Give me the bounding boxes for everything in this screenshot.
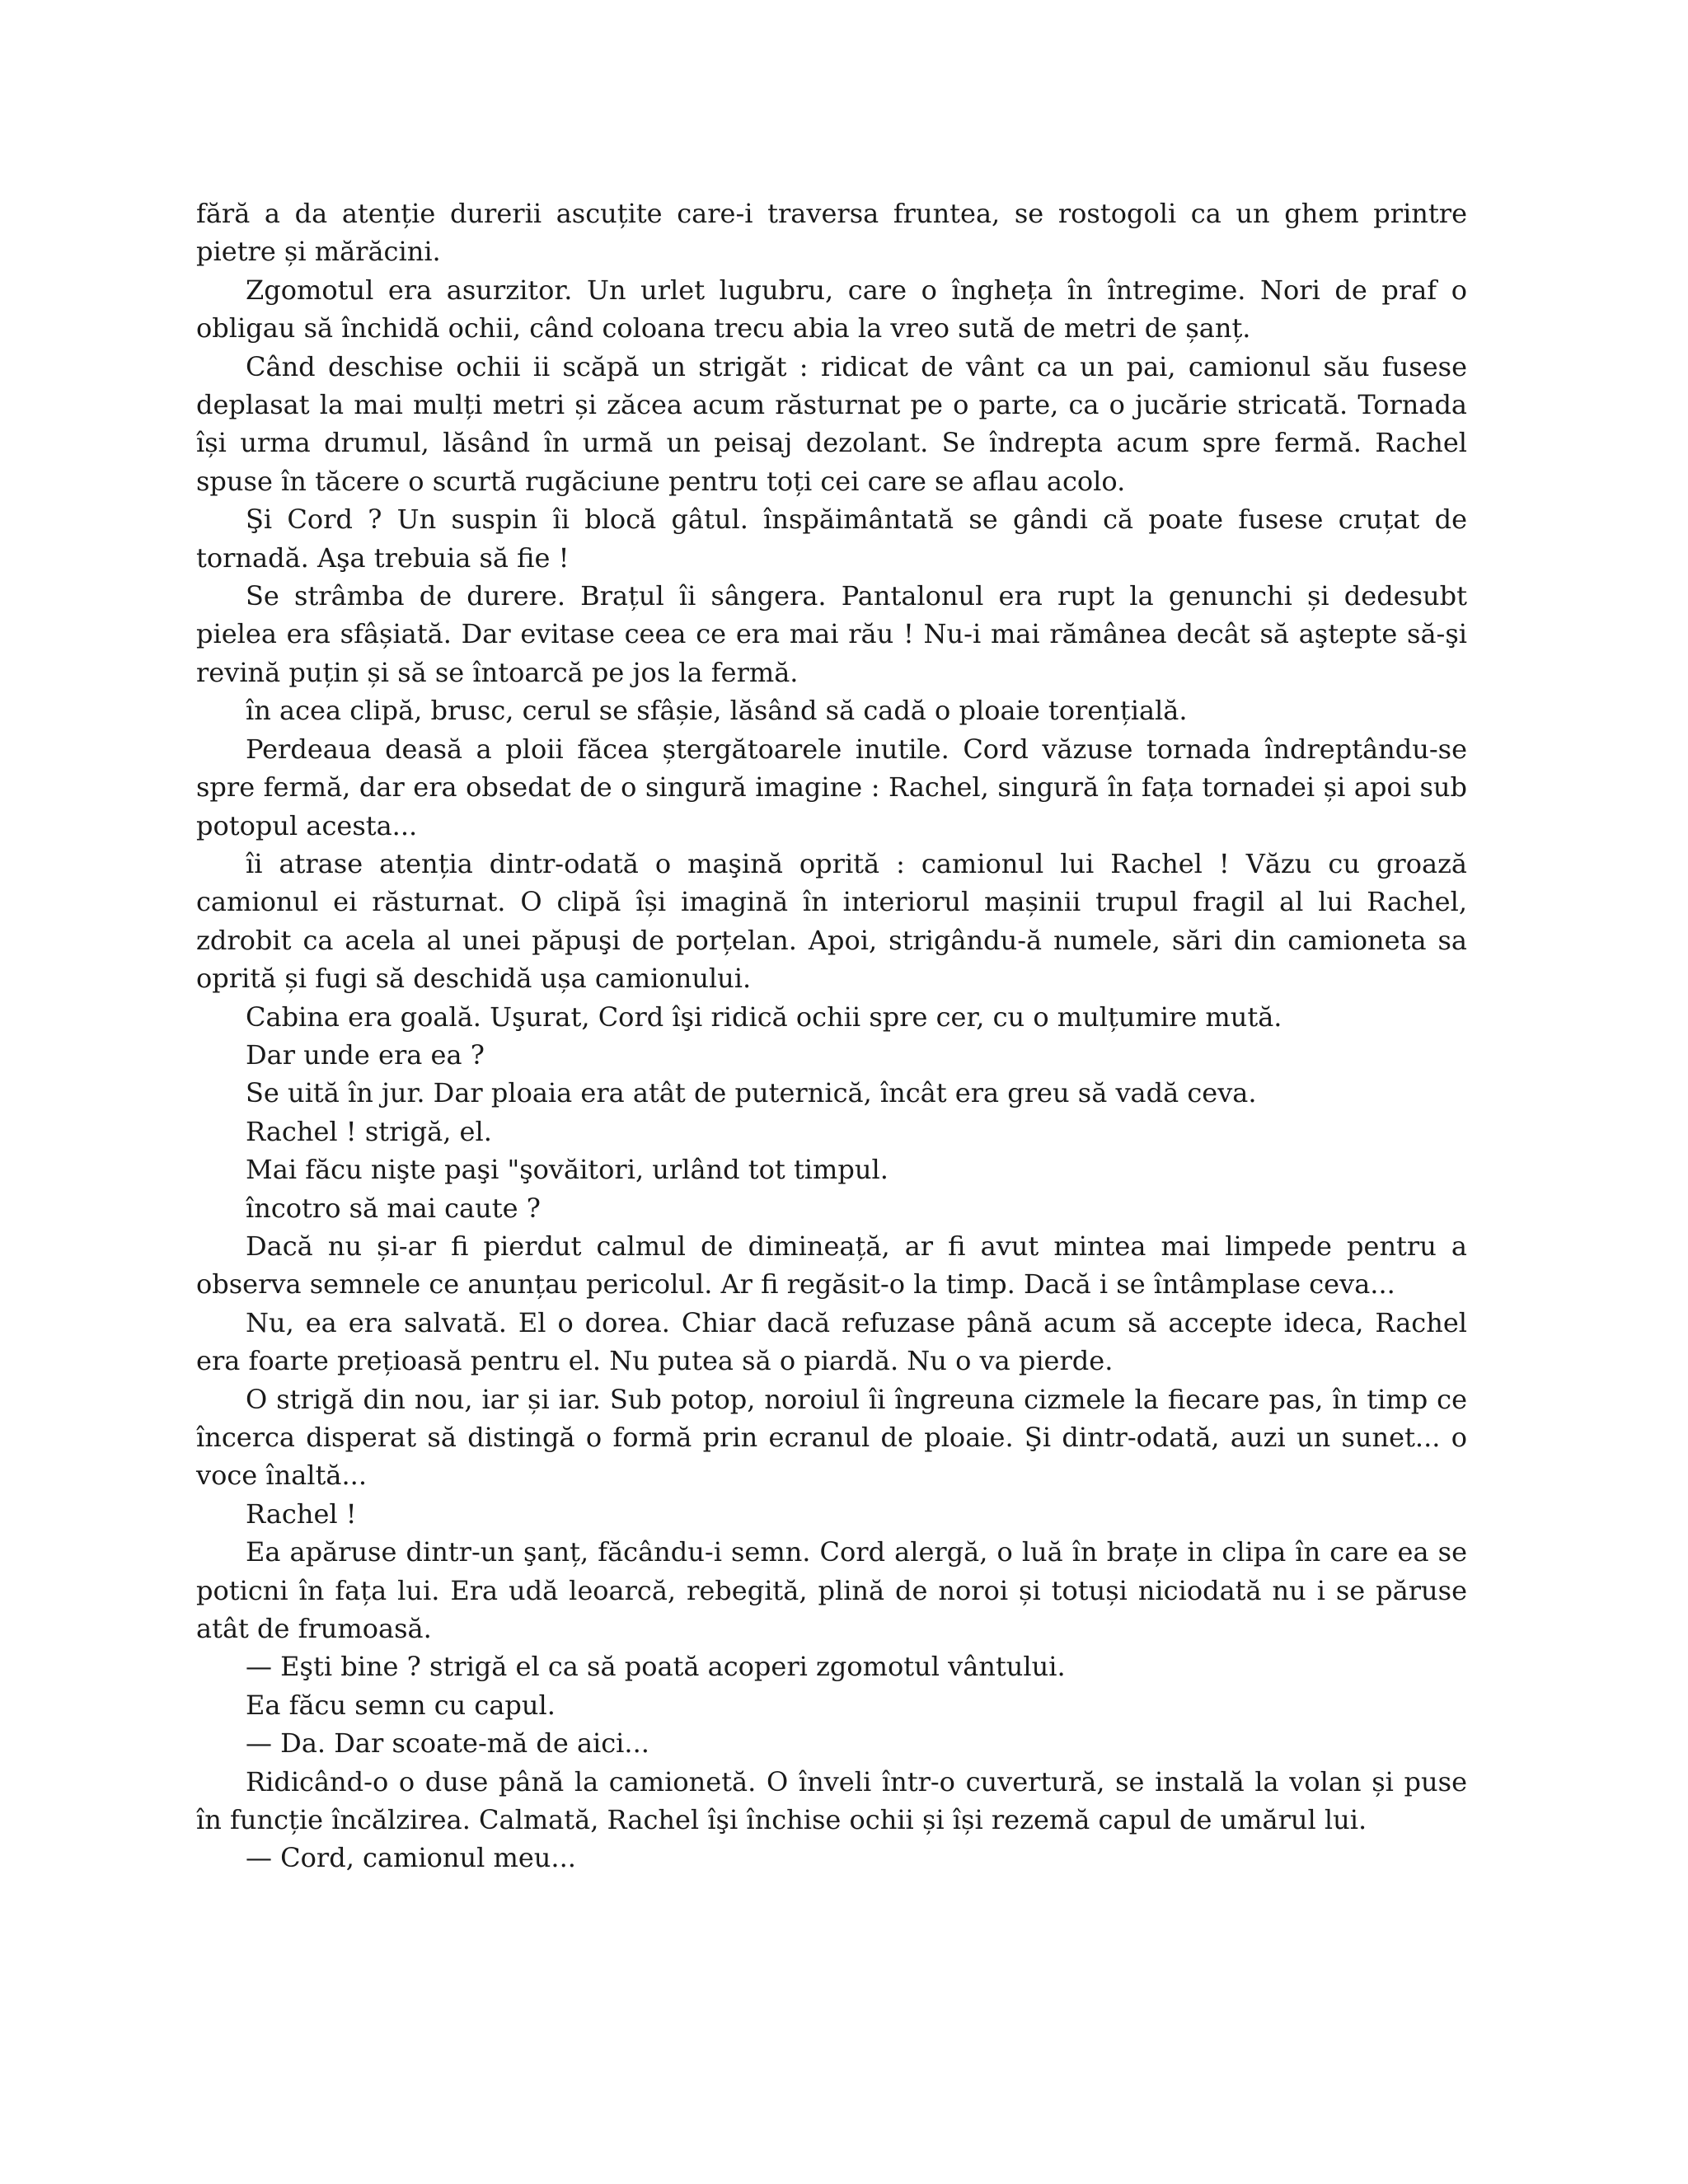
paragraph: încotro să mai caute ?: [246, 1192, 541, 1224]
paragraph: fără a da atenție durerii ascuțite care-i traversa fruntea, se rostogoli ca un ghem printre pietre și mărăcini.: [196, 198, 1467, 268]
paragraph: Cabina era goală. Uşurat, Cord îşi ridică ochii spre cer, cu o mulțumire mută.: [246, 1001, 1282, 1033]
paragraph: Se strâmba de durere. Brațul îi sângera. Pantalonul era rupt la genunchi și dedesubt pielea era sfâșiată. Dar evitase ceea ce era mai rău ! Nu-i mai rămânea decât să aştepte să-şi revină puțin și să se întoarcă pe jos la fermă.: [196, 580, 1467, 688]
paragraph: — Da. Dar scoate-mă de aici...: [246, 1727, 649, 1760]
paragraph: Se uită în jur. Dar ploaia era atât de puternică, încât era greu să vadă ceva.: [246, 1077, 1257, 1109]
paragraph: Perdeaua deasă a ploii făcea ștergătoarele inutile. Cord văzuse tornada îndreptându-se spre fermă, dar era obsedat de o singură imagine : Rachel, singură în fața tornadei și apoi sub potopul acesta...: [196, 733, 1467, 841]
paragraph: Dacă nu și-ar fi pierdut calmul de dimineață, ar fi avut mintea mai limpede pentru a observa semnele ce anunțau pericolul. Ar fi regăsit-o la timp. Dacă i se întâmplase ceva...: [196, 1230, 1467, 1301]
paragraph: — Eşti bine ? strigă el ca să poată acoperi zgomotul vântului.: [246, 1651, 1066, 1683]
paragraph: Rachel ! strigă, el.: [246, 1115, 492, 1147]
paragraph: în acea clipă, brusc, cerul se sfâșie, lăsând să cadă o ploaie torențială.: [246, 695, 1188, 727]
paragraph: Ridicând-o o duse până la camionetă. O înveli într-o cuvertură, se instală la volan și puse în funcție încălzirea. Calmată, Rachel îşi închise ochii și își rezemă capul de umărul lui.: [196, 1765, 1467, 1836]
document-page: [196, 194, 1467, 1877]
paragraph: Ea făcu semn cu capul.: [246, 1689, 556, 1721]
paragraph: Nu, ea era salvată. El o dorea. Chiar dacă refuzase până acum să accepte ideca, Rachel era foarte prețioasă pentru el. Nu putea să o piardă. Nu o va pierde.: [196, 1306, 1467, 1377]
paragraph: O strigă din nou, iar și iar. Sub potop, noroiul îi îngreuna cizmele la fiecare pas, în timp ce încerca disperat să distingă o formă prin ecranul de ploaie. Şi dintr-odată, auzi un sunet... o voce înaltă...: [196, 1383, 1467, 1492]
paragraph: Şi Cord ? Un suspin îi blocă gâtul. înspăimântată se gândi că poate fusese cruțat de tornadă. Aşa trebuia să fie !: [196, 504, 1467, 574]
paragraph: Dar unde era ea ?: [246, 1038, 485, 1071]
paragraph: Mai făcu nişte paşi "şovăitori, urlând tot timpul.: [246, 1154, 889, 1186]
paragraph: îi atrase atenția dintr-odată o maşină oprită : camionul lui Rachel ! Văzu cu groază camionul ei răsturnat. O clipă își imagină în interiorul mașinii trupul fragil al lui Rachel, zdrobit ca acela al unei păpuşi de porțelan. Apoi, strigându-ă numele, sări din camioneta sa oprită și fugi să deschidă ușa camionului.: [196, 847, 1467, 995]
paragraph: Rachel !: [246, 1497, 357, 1530]
paragraph: Ea apăruse dintr-un şanț, făcându-i semn. Cord alergă, o luă în brațe in clipa în care ea se poticni în fața lui. Era udă leoarcă, rebegită, plină de noroi și totuși niciodată nu i se păruse atât de frumoasă.: [196, 1536, 1467, 1645]
paragraph: — Cord, camionul meu...: [246, 1842, 576, 1874]
paragraph: Zgomotul era asurzitor. Un urlet lugubru, care o îngheța în întregime. Nori de praf o obligau să închidă ochii, când coloana trecu abia la vreo sută de metri de șanț.: [196, 274, 1467, 344]
paragraph: Când deschise ochii ii scăpă un strigăt : ridicat de vânt ca un pai, camionul său fusese deplasat la mai mulți metri și zăcea acum răsturnat pe o parte, ca o jucărie stricată. Tornada își urma drumul, lăsând în urmă un peisaj dezolant. Se îndrepta acum spre fermă. Rachel spuse în tăcere o scurtă rugăciune pentru toți cei care se aflau acolo.: [196, 350, 1467, 497]
